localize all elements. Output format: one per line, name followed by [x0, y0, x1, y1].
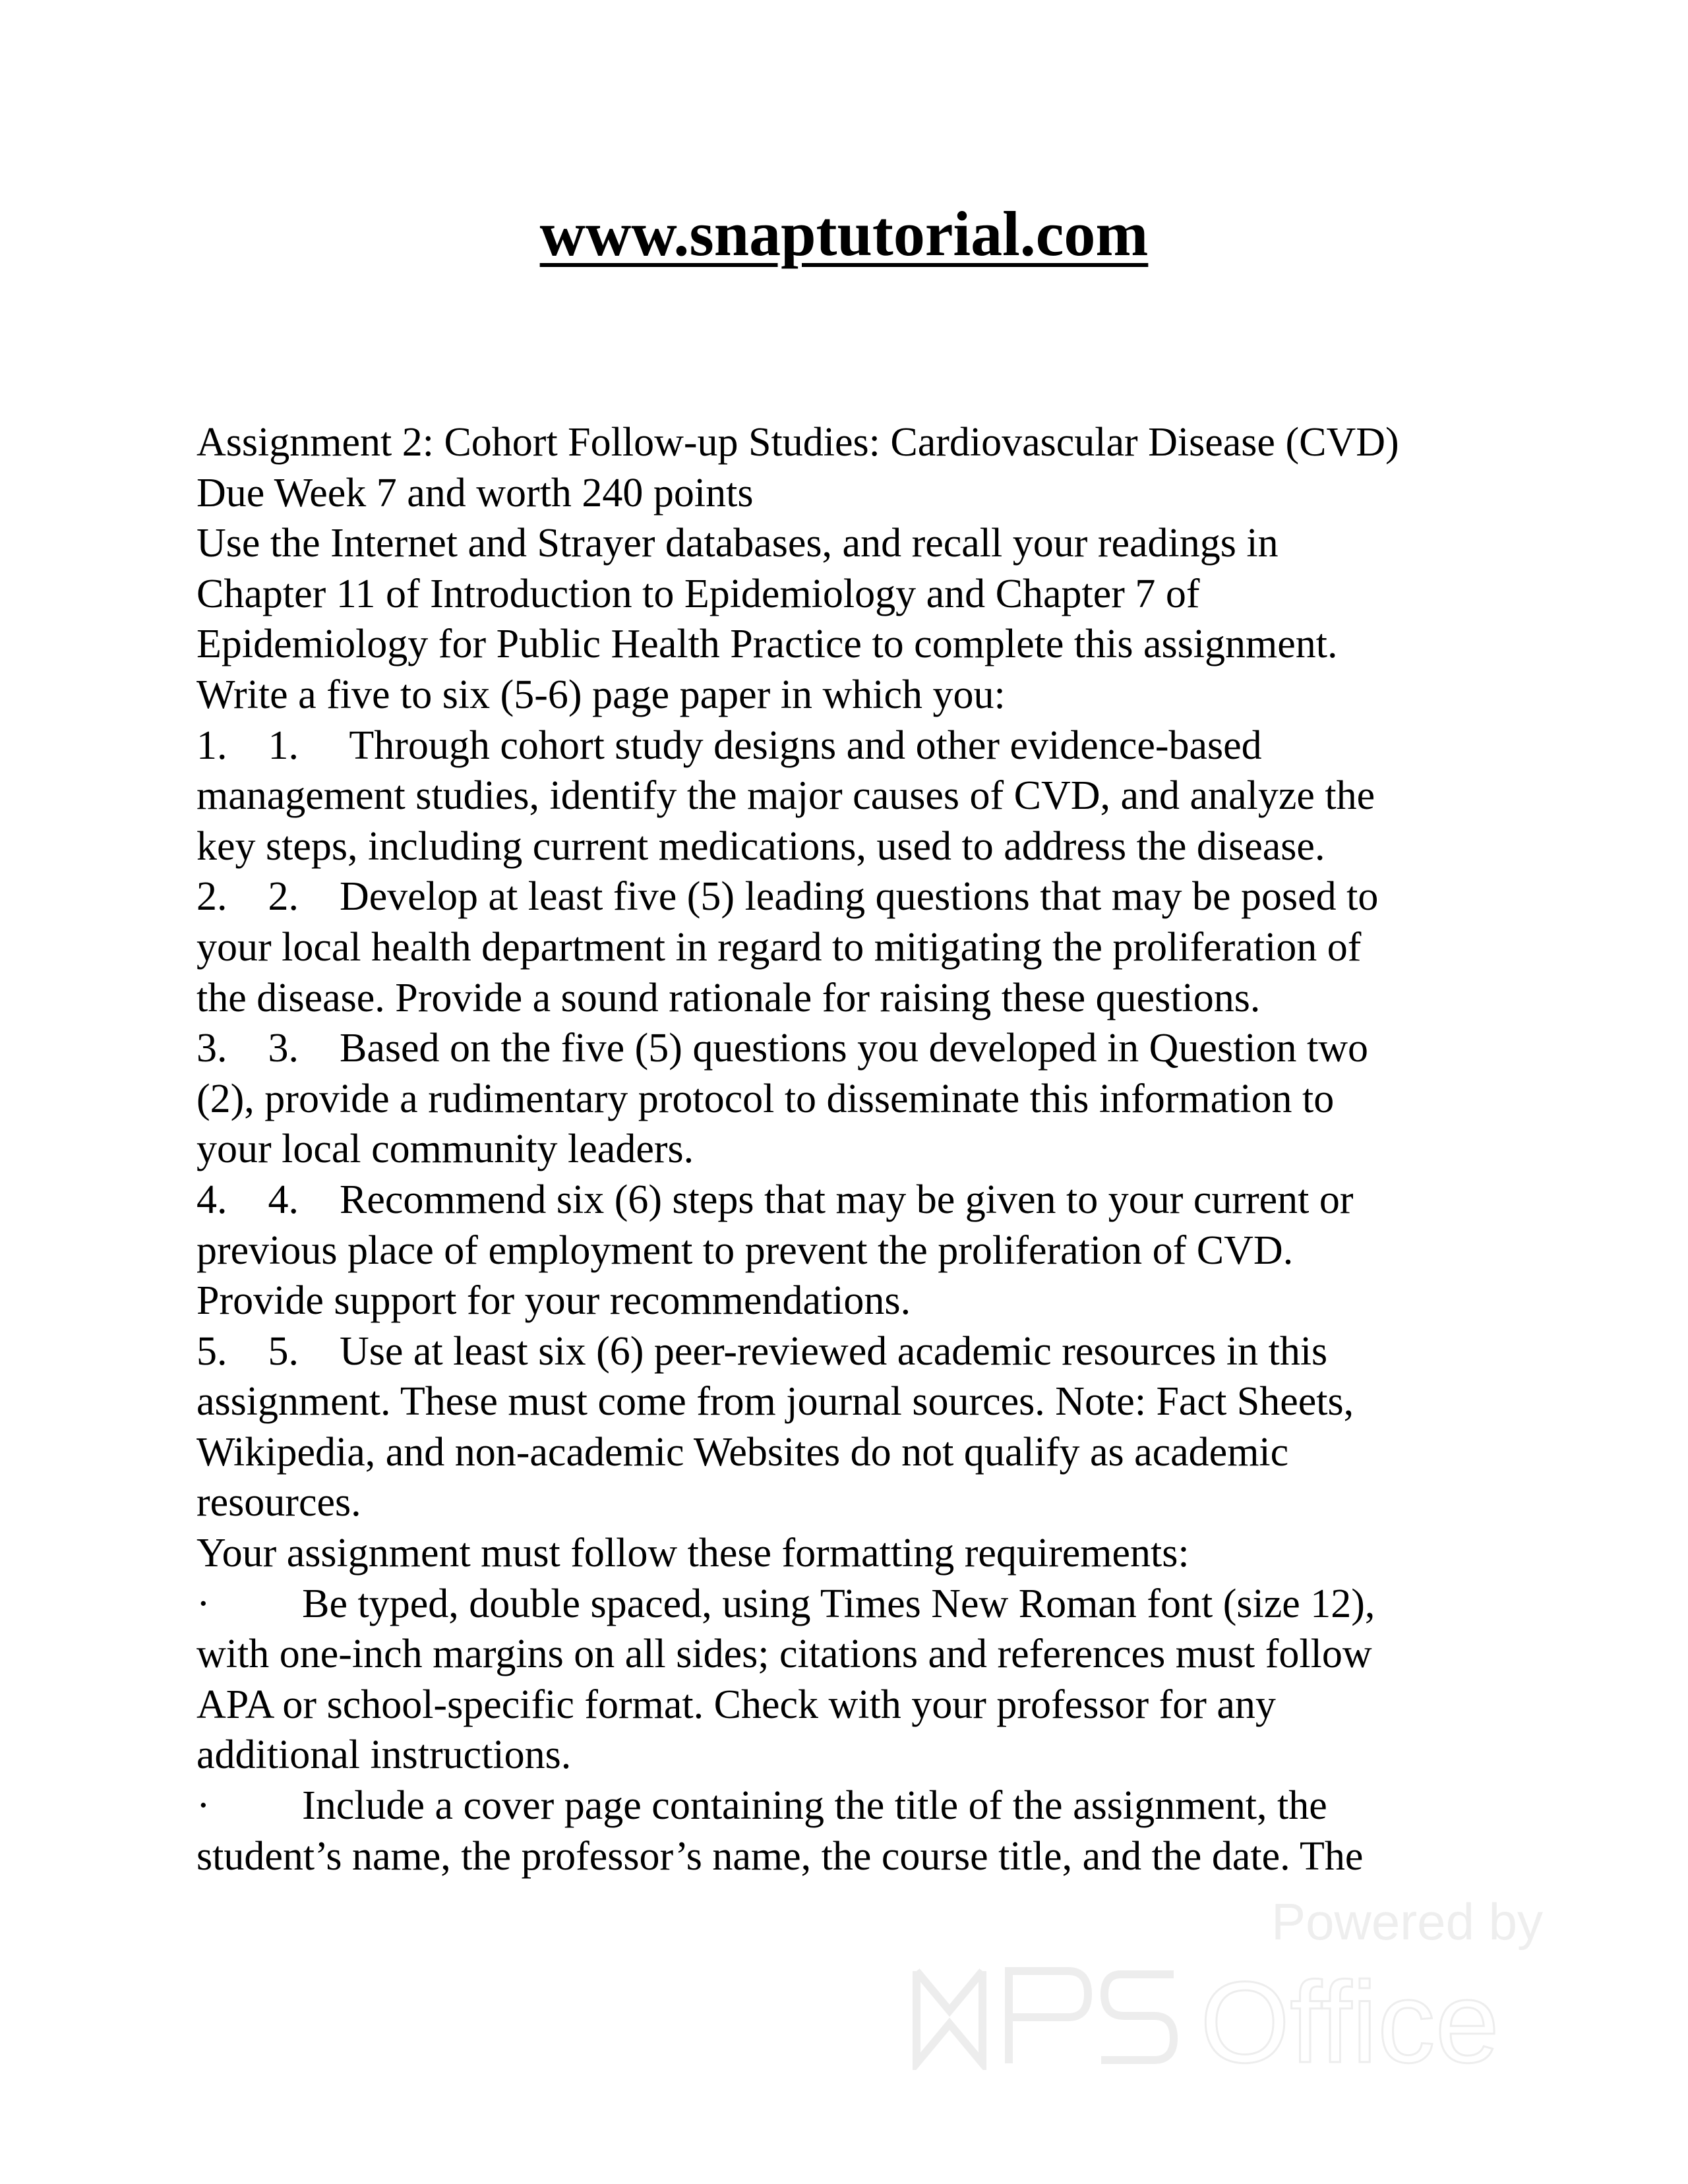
text-line: 4. 4. Recommend six (6) steps that may be given to your current or	[196, 1177, 1354, 1222]
text-line: 5. 5. Use at least six (6) peer-reviewed academic resources in this	[196, 1328, 1328, 1374]
text-line: your local community leaders.	[196, 1127, 694, 1172]
powered-by-text: Powered by	[1271, 1893, 1543, 1951]
text-line: Write a five to six (5-6) page paper in which you:	[196, 672, 1006, 717]
text-line: Chapter 11 of Introduction to Epidemiology and Chapter 7 of	[196, 571, 1200, 616]
text-line: Your assignment must follow these formatting requirements:	[196, 1531, 1190, 1576]
text-line: Use the Internet and Strayer databases, and recall your readings in	[196, 521, 1279, 566]
text-line: 1. 1. Through cohort study designs and other evidence-based	[196, 723, 1262, 768]
text-line: resources.	[196, 1480, 361, 1525]
text-line: assignment. These must come from journal sources. Note: Fact Sheets,	[196, 1379, 1354, 1425]
text-line: Epidemiology for Public Health Practice to complete this assignment.	[196, 622, 1338, 667]
text-line: · Include a cover page containing the title of the assignment, the	[196, 1783, 1327, 1829]
wps-office-logo-icon	[910, 1958, 1543, 2070]
text-line: your local health department in regard to mitigating the proliferation of	[196, 924, 1362, 970]
text-line: Wikipedia, and non-academic Websites do not qualify as academic	[196, 1429, 1289, 1475]
text-line: 3. 3. Based on the five (5) questions you developed in Question two	[196, 1026, 1369, 1071]
text-line: 2. 2. Develop at least five (5) leading questions that may be posed to	[196, 874, 1379, 920]
text-line: Assignment 2: Cohort Follow-up Studies: Cardiovascular Disease (CVD)	[196, 420, 1399, 465]
text-line: Provide support for your recommendations.	[196, 1278, 911, 1324]
assignment-text	[196, 417, 1542, 1881]
svg-text:Office: Office	[1200, 1959, 1499, 2070]
wps-office-watermark	[910, 1892, 1543, 2070]
text-line: student’s name, the professor’s name, the course title, and the date. The	[196, 1833, 1364, 1879]
text-line: the disease. Provide a sound rationale for raising these questions.	[196, 975, 1261, 1020]
text-line: key steps, including current medications, used to address the disease.	[196, 823, 1325, 869]
text-line: (2), provide a rudimentary protocol to disseminate this information to	[196, 1076, 1335, 1121]
text-line: · Be typed, double spaced, using Times New Roman font (size 12),	[196, 1581, 1375, 1626]
text-line: with one-inch margins on all sides; citations and references must follow	[196, 1632, 1372, 1677]
text-line: previous place of employment to prevent the proliferation of CVD.	[196, 1227, 1294, 1273]
text-line: management studies, identify the major causes of CVD, and analyze the	[196, 773, 1375, 819]
site-title: www.snaptutorial.com	[539, 198, 1149, 269]
text-line: additional instructions.	[196, 1732, 572, 1778]
text-line: Due Week 7 and worth 240 points	[196, 470, 754, 516]
text-line: APA or school-specific format. Check with your professor for any	[196, 1682, 1276, 1727]
